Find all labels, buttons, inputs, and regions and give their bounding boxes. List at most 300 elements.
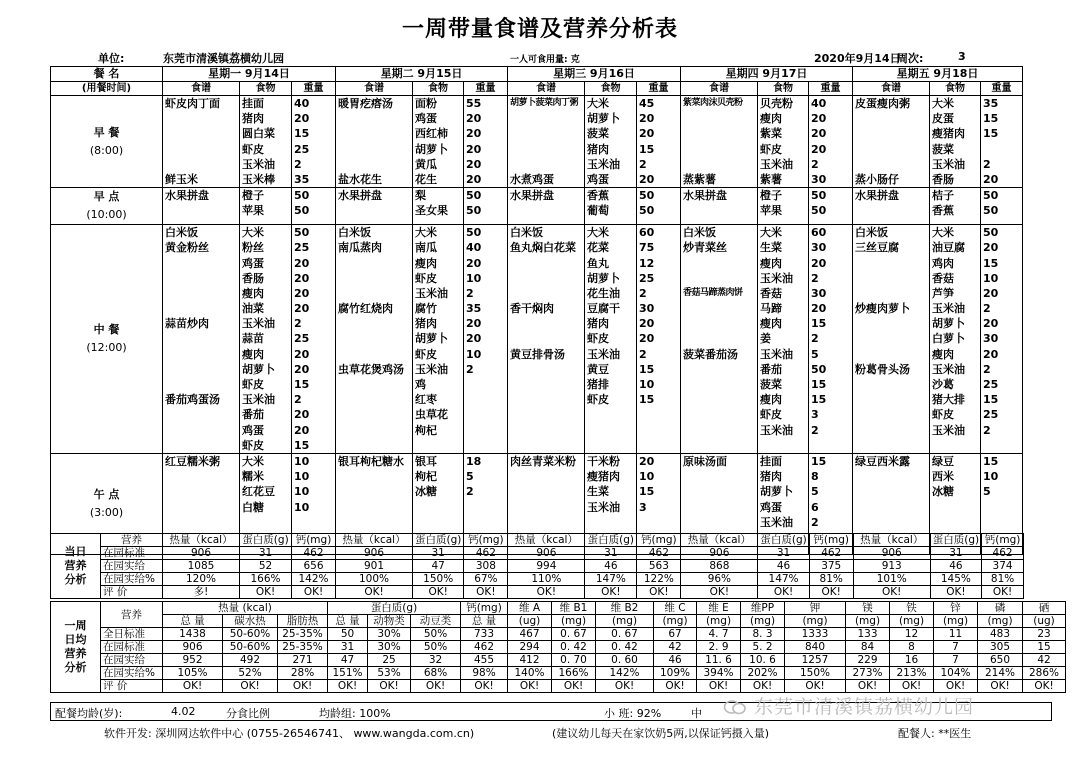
daily-value: 31 bbox=[758, 547, 809, 560]
food-item: 马蹄 bbox=[760, 302, 782, 316]
dish-cell bbox=[681, 225, 758, 454]
food-item: 玉米油 bbox=[932, 302, 965, 316]
nutrient-head: 钙(mg) bbox=[982, 534, 1024, 547]
report-date: 2020年9月14日 bbox=[814, 52, 901, 65]
weekly-value: OK! bbox=[278, 680, 328, 693]
food-weight: 10 bbox=[466, 271, 482, 285]
weekly-value: 412 bbox=[508, 654, 552, 667]
weekly-value: 105% bbox=[163, 667, 223, 680]
food-weight: 15 bbox=[294, 378, 310, 391]
food-weight: 50 bbox=[811, 189, 827, 203]
food-item: 菠菜 bbox=[587, 127, 609, 141]
daily-value: 375 bbox=[809, 560, 853, 573]
food-item: 花生油 bbox=[587, 286, 620, 300]
daily-value: 46 bbox=[930, 560, 981, 573]
food-weight: 25 bbox=[294, 332, 310, 346]
dish-cell bbox=[681, 188, 758, 225]
weekly-value: 462 bbox=[461, 641, 508, 654]
food-cell bbox=[240, 96, 292, 188]
food-weight: 50 bbox=[466, 226, 482, 240]
food-item: 皮蛋 bbox=[932, 112, 954, 126]
food-weight: 20 bbox=[639, 172, 655, 186]
nutrient-head: 钙(mg) bbox=[637, 534, 681, 547]
food-item: 鸡蛋 bbox=[242, 256, 264, 270]
daily-value: OK! bbox=[336, 586, 413, 599]
average-age-group: 均龄组: 100% bbox=[319, 707, 391, 720]
food-item: 冰糖 bbox=[415, 485, 437, 499]
food-item: 大米 bbox=[242, 226, 264, 240]
food-weight: 10 bbox=[294, 500, 310, 514]
menu-subheader: 食谱 bbox=[163, 82, 240, 96]
food-item: 虾皮 bbox=[415, 271, 437, 285]
food-weight: 8 bbox=[811, 470, 819, 484]
nutrient-header: 营养 bbox=[101, 534, 163, 547]
food-item: 紫薯 bbox=[760, 172, 782, 186]
software-credit: 软件开发: 深圳网达软件中心 (0755-26546741、 www.wangda.com.cn) bbox=[104, 727, 475, 740]
food-item: 鸡蛋 bbox=[760, 500, 782, 514]
dish-list bbox=[165, 225, 237, 427]
weekly-value: OK! bbox=[461, 680, 508, 693]
food-cell bbox=[758, 96, 809, 188]
row-label: 在园实给 bbox=[101, 560, 163, 573]
weekly-analysis-table bbox=[50, 601, 1066, 693]
nutrient-head: 蛋白质(g) bbox=[930, 534, 981, 547]
meal-row bbox=[51, 96, 1023, 188]
food-weight: 20 bbox=[983, 317, 999, 331]
food-item: 油菜 bbox=[242, 302, 264, 316]
week-label: 周次: bbox=[897, 52, 924, 65]
weekly-subhead-row bbox=[51, 615, 1066, 628]
food-weight: 20 bbox=[811, 256, 827, 270]
food-weight: 60 bbox=[639, 226, 655, 240]
small-class-ratio: 小 班: 92% bbox=[604, 707, 662, 720]
food-item: 虾皮 bbox=[587, 393, 609, 407]
food-cell bbox=[930, 225, 981, 454]
food-item: 绿豆 bbox=[932, 454, 954, 468]
food-item: 猪排 bbox=[587, 378, 609, 391]
per-person-note: 一人可食用量: 克 bbox=[510, 55, 580, 65]
daily-value: OK! bbox=[585, 586, 637, 599]
dish-list bbox=[855, 96, 927, 186]
dish-cell bbox=[508, 188, 585, 225]
weekly-value: 166% bbox=[552, 667, 596, 680]
food-item: 黄瓜 bbox=[415, 157, 437, 171]
weekly-value: 15 bbox=[1023, 641, 1066, 654]
daily-value: OK! bbox=[681, 586, 758, 599]
food-weight: 50 bbox=[811, 362, 827, 376]
unit-cell: (ug) bbox=[508, 615, 552, 628]
food-weight: 20 bbox=[294, 256, 310, 270]
weekly-row bbox=[51, 654, 1066, 667]
food-weight: 35 bbox=[294, 172, 310, 186]
nutrient-head: 热量（kcal） bbox=[508, 534, 585, 547]
weekly-value: 8 bbox=[890, 641, 934, 654]
nutrient-head: 钙(mg) bbox=[464, 534, 508, 547]
dish-name: 胡萝卜菠菜肉丁粥 bbox=[510, 98, 579, 108]
food-weight bbox=[466, 423, 505, 438]
food-item: 花菜 bbox=[587, 241, 609, 255]
food-weight: 30 bbox=[811, 241, 827, 255]
weekly-value: 151% bbox=[328, 667, 368, 680]
food-item: 玉米油 bbox=[760, 347, 793, 361]
daily-value: 120% bbox=[163, 573, 240, 586]
food-cell bbox=[240, 188, 292, 225]
daily-value: 462 bbox=[464, 547, 508, 560]
food-weight: 2 bbox=[639, 347, 647, 361]
food-cell bbox=[930, 188, 981, 225]
food-item: 胡萝卜 bbox=[587, 112, 620, 126]
dish-name: 黄金粉丝 bbox=[165, 241, 209, 255]
food-item: 花生 bbox=[415, 172, 437, 186]
food-item: 圣女果 bbox=[415, 204, 448, 218]
unit-cell: (mg) bbox=[552, 615, 596, 628]
food-weight: 25 bbox=[294, 142, 310, 156]
food-weight: 40 bbox=[466, 241, 482, 255]
food-item: 苹果 bbox=[242, 204, 264, 218]
meal-name: 早 点 bbox=[93, 190, 120, 204]
unit-cell: (mg) bbox=[596, 615, 654, 628]
weekly-value: 53% bbox=[368, 667, 411, 680]
food-weight: 15 bbox=[983, 256, 999, 270]
daily-value: 913 bbox=[853, 560, 930, 573]
food-item: 豆腐干 bbox=[587, 302, 620, 316]
food-weight: 2 bbox=[466, 286, 474, 300]
unit-cell: (mg) bbox=[654, 615, 697, 628]
weight-cell bbox=[637, 225, 681, 454]
food-item: 挂面 bbox=[760, 454, 782, 468]
daily-value: 462 bbox=[292, 547, 336, 560]
food-item: 鸡蛋 bbox=[415, 112, 437, 126]
food-subheader: 食物 bbox=[413, 82, 464, 96]
weekly-row bbox=[51, 667, 1066, 680]
food-item: 玉米油 bbox=[932, 157, 965, 171]
food-item: 猪肉 bbox=[587, 142, 609, 156]
food-weight: 15 bbox=[294, 127, 310, 141]
weekly-value: OK! bbox=[846, 680, 890, 693]
food-weight: 18 bbox=[466, 454, 482, 468]
food-item: 瘦肉 bbox=[242, 286, 264, 300]
weekly-value: 98% bbox=[461, 667, 508, 680]
weekly-value: 0. 42 bbox=[552, 641, 596, 654]
daily-value: 868 bbox=[681, 560, 758, 573]
food-weight: 50 bbox=[466, 204, 482, 218]
weight-cell bbox=[981, 96, 1023, 188]
food-weight: 15 bbox=[811, 378, 827, 391]
day-header: 星期四 9月17日 bbox=[681, 67, 853, 82]
food-item: 干米粉 bbox=[587, 454, 620, 468]
dish-name: 盐水花生 bbox=[338, 173, 382, 186]
food-item: 红枣 bbox=[415, 393, 437, 407]
dish-list bbox=[165, 96, 237, 186]
dish-list bbox=[855, 188, 927, 220]
daily-value: 994 bbox=[508, 560, 585, 573]
food-weight bbox=[983, 142, 1020, 157]
food-item: 面粉 bbox=[415, 97, 437, 110]
food-item: 南瓜 bbox=[415, 241, 437, 255]
food-item: 玉米油 bbox=[932, 423, 965, 437]
daily-group-label bbox=[51, 534, 101, 599]
food-weight: 2 bbox=[294, 317, 302, 331]
food-weight: 25 bbox=[983, 408, 999, 422]
dish-cell bbox=[336, 96, 413, 188]
food-weight: 75 bbox=[639, 241, 655, 255]
food-item: 胡萝卜 bbox=[242, 362, 275, 376]
food-item: 香菇 bbox=[760, 286, 782, 300]
weekly-value: 5. 2 bbox=[741, 641, 785, 654]
food-item: 胡萝卜 bbox=[760, 485, 793, 499]
food-item: 玉米油 bbox=[415, 286, 448, 300]
food-weight: 15 bbox=[639, 142, 655, 156]
mineral-header: 磷 bbox=[978, 602, 1023, 615]
dish-name: 暖胃疙瘩汤 bbox=[338, 97, 393, 110]
food-weight: 30 bbox=[983, 332, 999, 346]
food-weight: 50 bbox=[639, 189, 655, 203]
weekly-subheader: 动物类 bbox=[368, 615, 411, 628]
food-item: 生菜 bbox=[587, 485, 609, 499]
daily-head-row bbox=[51, 534, 1024, 547]
food-weight: 40 bbox=[811, 97, 827, 110]
weekly-value: 213% bbox=[890, 667, 934, 680]
weekly-value: 68% bbox=[411, 667, 461, 680]
weight-subheader: 重量 bbox=[464, 82, 508, 96]
food-weight: 20 bbox=[983, 286, 999, 300]
weekly-value: 273% bbox=[846, 667, 890, 680]
unit-cell: (mg) bbox=[934, 615, 978, 628]
dish-cell bbox=[853, 188, 930, 225]
vitamin-header: 维 B1 bbox=[552, 602, 596, 615]
unit-cell: (mg) bbox=[978, 615, 1023, 628]
daily-value: 31 bbox=[585, 547, 637, 560]
food-weight: 2 bbox=[811, 423, 819, 437]
weekly-value: 84 bbox=[846, 641, 890, 654]
dish-list bbox=[510, 225, 582, 427]
food-item: 鸡蛋 bbox=[242, 423, 264, 437]
weight-cell bbox=[981, 225, 1023, 454]
nutrient-head: 热量（kcal） bbox=[681, 534, 758, 547]
daily-value: 166% bbox=[240, 573, 292, 586]
nutrient-head: 蛋白质(g) bbox=[758, 534, 809, 547]
daily-value: 46 bbox=[585, 560, 637, 573]
vitamin-header: 维 B2 bbox=[596, 602, 654, 615]
food-item: 芦笋 bbox=[932, 286, 954, 300]
weight-cell bbox=[292, 96, 336, 188]
weight-cell bbox=[809, 96, 853, 188]
row-label: 在园实给 bbox=[101, 654, 163, 667]
daily-value: OK! bbox=[508, 586, 585, 599]
dish-name: 白米饭 bbox=[165, 226, 198, 240]
food-item: 虾皮 bbox=[587, 332, 609, 346]
menu-subheader: 食谱 bbox=[508, 82, 585, 96]
weekly-value: 4. 7 bbox=[697, 628, 741, 641]
food-weight: 20 bbox=[466, 142, 482, 156]
food-weight: 20 bbox=[639, 454, 655, 468]
dish-name: 水果拼盘 bbox=[855, 189, 899, 203]
food-weight: 5 bbox=[466, 470, 474, 484]
food-item: 菠菜 bbox=[932, 142, 954, 156]
daily-value: 147% bbox=[585, 573, 637, 586]
food-item: 虾皮 bbox=[760, 408, 782, 422]
food-weight: 15 bbox=[639, 485, 655, 499]
weight-subheader: 重量 bbox=[809, 82, 853, 96]
food-item: 菠菜 bbox=[760, 378, 782, 391]
dish-cell bbox=[336, 225, 413, 454]
daily-value: OK! bbox=[758, 586, 809, 599]
weekly-value: OK! bbox=[785, 680, 846, 693]
dish-cell bbox=[508, 96, 585, 188]
food-item: 香蕉 bbox=[587, 189, 609, 203]
dish-list bbox=[683, 96, 755, 186]
weight-cell bbox=[292, 225, 336, 454]
food-item: 瘦肉 bbox=[415, 256, 437, 270]
weekly-value: OK! bbox=[508, 680, 552, 693]
food-weight bbox=[466, 392, 505, 407]
daily-value: 563 bbox=[637, 560, 681, 573]
calcium-header: 钙(mg) bbox=[461, 602, 508, 615]
food-item: 圆白菜 bbox=[242, 127, 275, 141]
unit-name: 东莞市清溪镇荔横幼儿园 bbox=[163, 52, 284, 65]
food-weight: 50 bbox=[466, 189, 482, 203]
food-weight: 20 bbox=[294, 271, 310, 285]
food-weight: 3 bbox=[811, 408, 819, 422]
weekly-value: 133 bbox=[846, 628, 890, 641]
dish-name: 白米饭 bbox=[510, 226, 543, 240]
food-weight: 5 bbox=[811, 485, 819, 499]
weekly-value: 467 bbox=[508, 628, 552, 641]
weekly-value: 11 bbox=[934, 628, 978, 641]
weekly-value: 50-60% bbox=[223, 628, 278, 641]
food-weight bbox=[466, 407, 505, 422]
food-item: 虾皮 bbox=[242, 438, 264, 452]
food-weight: 15 bbox=[811, 454, 827, 468]
daily-value: OK! bbox=[292, 586, 336, 599]
weekly-value: OK! bbox=[890, 680, 934, 693]
daily-value: 374 bbox=[982, 560, 1024, 573]
daily-value: 147% bbox=[758, 573, 809, 586]
weekly-value: 30% bbox=[368, 641, 411, 654]
food-weight: 20 bbox=[294, 302, 310, 316]
daily-value: 110% bbox=[508, 573, 585, 586]
dish-name: 白米饭 bbox=[683, 226, 716, 240]
dish-name: 绿豆西米露 bbox=[855, 454, 910, 468]
food-weight: 20 bbox=[294, 286, 310, 300]
weekly-value: 67 bbox=[654, 628, 697, 641]
vitamin-header: 维 A bbox=[508, 602, 552, 615]
weight-cell bbox=[464, 225, 508, 454]
weekly-value: 23 bbox=[1023, 628, 1066, 641]
food-item: 大米 bbox=[587, 226, 609, 240]
mineral-header: 硒 bbox=[1023, 602, 1066, 615]
food-item: 香菇 bbox=[932, 271, 954, 285]
weekly-value: 50-60% bbox=[223, 641, 278, 654]
food-weight: 20 bbox=[466, 127, 482, 141]
food-item: 番茄 bbox=[242, 408, 264, 422]
nutrient-head: 蛋白质(g) bbox=[240, 534, 292, 547]
unit-cell: (ug) bbox=[1023, 615, 1066, 628]
unit-cell: (mg) bbox=[890, 615, 934, 628]
daily-value: 47 bbox=[413, 560, 464, 573]
food-weight: 25 bbox=[294, 241, 310, 255]
food-weight: 20 bbox=[811, 302, 827, 316]
daily-value: 462 bbox=[809, 547, 853, 560]
group-label-line: 日均 bbox=[64, 633, 87, 646]
daily-value: 906 bbox=[508, 547, 585, 560]
unit-cell: (mg) bbox=[785, 615, 846, 628]
weekly-subheader: 总 量 bbox=[163, 615, 223, 628]
dish-name: 三丝豆腐 bbox=[855, 241, 899, 255]
food-item: 玉米油 bbox=[760, 157, 793, 171]
weekly-value: 1438 bbox=[163, 628, 223, 641]
food-weight: 10 bbox=[983, 271, 999, 285]
dish-name: 水果拼盘 bbox=[683, 189, 727, 203]
daily-value: 901 bbox=[336, 560, 413, 573]
food-item: 猪肉 bbox=[415, 317, 437, 331]
weekly-value: 11. 6 bbox=[697, 654, 741, 667]
weekly-value: 0. 60 bbox=[596, 654, 654, 667]
meal-row bbox=[51, 188, 1023, 225]
food-item: 鸡蛋 bbox=[587, 172, 609, 186]
daily-value: 906 bbox=[163, 547, 240, 560]
weekly-value: 25-35% bbox=[278, 628, 328, 641]
food-weight: 20 bbox=[466, 256, 482, 270]
food-subheader: 食物 bbox=[240, 82, 292, 96]
daily-value: 462 bbox=[982, 547, 1024, 560]
dish-name: 白米饭 bbox=[855, 226, 888, 240]
weekly-value: 0. 67 bbox=[552, 628, 596, 641]
food-cell bbox=[585, 225, 637, 454]
dish-list bbox=[338, 96, 410, 186]
dish-name: 炒青菜丝 bbox=[683, 241, 727, 255]
weekly-value: 32 bbox=[411, 654, 461, 667]
weekly-row bbox=[51, 641, 1066, 654]
dish-name: 蒜苗炒肉 bbox=[165, 317, 209, 331]
food-weight: 40 bbox=[294, 97, 310, 110]
meal-time-column-header: (用餐时间) bbox=[51, 82, 163, 96]
dish-list bbox=[165, 188, 237, 220]
dish-list bbox=[683, 225, 755, 427]
food-item: 胡萝卜 bbox=[415, 332, 448, 346]
weekly-value: 214% bbox=[978, 667, 1023, 680]
weekly-value: 46 bbox=[654, 654, 697, 667]
weekly-value: OK! bbox=[411, 680, 461, 693]
food-item: 鸡 bbox=[415, 378, 426, 391]
food-item: 葡萄 bbox=[587, 204, 609, 218]
food-cell bbox=[413, 188, 464, 225]
meal-label bbox=[51, 225, 163, 454]
daily-row bbox=[51, 547, 1024, 560]
weekly-subheader: 动豆类 bbox=[411, 615, 461, 628]
menu-subheader: 食谱 bbox=[853, 82, 930, 96]
food-item: 枸杞 bbox=[415, 423, 437, 437]
food-weight: 25 bbox=[639, 271, 655, 285]
daily-value: OK! bbox=[982, 586, 1024, 599]
food-weight: 2 bbox=[811, 332, 819, 346]
dish-name: 皮蛋瘦肉粥 bbox=[855, 97, 910, 110]
food-item: 蒜苗 bbox=[242, 332, 264, 346]
unit-label: 单位: bbox=[98, 52, 125, 65]
weekly-value: 140% bbox=[508, 667, 552, 680]
dish-name: 紫菜肉沫贝壳粉 bbox=[683, 98, 743, 108]
dish-list bbox=[683, 188, 755, 220]
weekly-value: 492 bbox=[223, 654, 278, 667]
food-cell bbox=[930, 96, 981, 188]
daily-value: 308 bbox=[464, 560, 508, 573]
food-weight: 2 bbox=[639, 157, 647, 171]
food-weight: 15 bbox=[811, 393, 827, 407]
food-item: 生菜 bbox=[760, 241, 782, 255]
nutrient-head: 热量（kcal） bbox=[336, 534, 413, 547]
daily-value: 46 bbox=[758, 560, 809, 573]
weekly-subheader: 碳水热 bbox=[223, 615, 278, 628]
